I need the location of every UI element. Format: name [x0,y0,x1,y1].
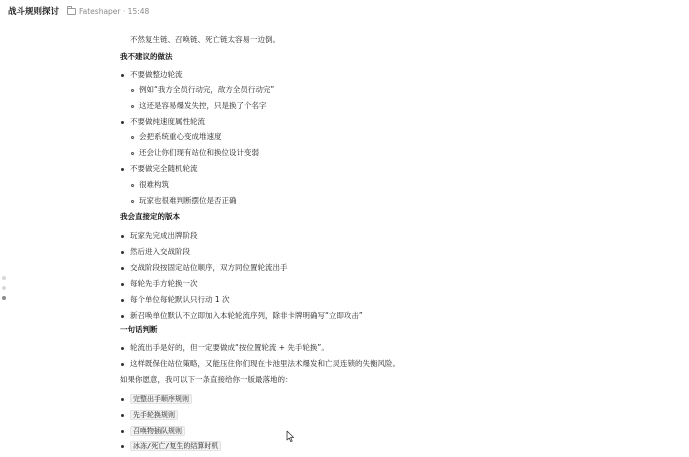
nav-dot[interactable] [2,276,6,280]
nav-dot[interactable] [2,286,6,290]
sub-bullet [131,105,134,108]
meta-separator: · [120,6,128,16]
bullet [121,267,124,270]
bullet [121,430,124,433]
inline-code: 召唤物插队规则 [130,426,185,436]
list-item [130,409,178,421]
sub-list-item: 很难构筑 [139,180,169,189]
sub-bullet [131,200,134,203]
bullet [121,168,124,171]
sub-list-item: 例如“我方全员行动完，敌方全员行动完” [139,85,275,94]
inline-code: 先手轮换规则 [130,410,178,420]
nav-dot-active[interactable] [2,296,6,300]
bullet [121,398,124,401]
section-heading-not-recommended: 我不建议的做法 [120,52,173,61]
inline-code: 冰冻/死亡/复生的结算时机 [130,441,221,451]
sub-bullet [131,136,134,139]
sub-list-item: 还会让你们现有站位和换位设计变弱 [139,148,259,157]
list-item: 不要做整边轮流 [130,70,183,79]
sub-list-item: 这还是容易爆发失控，只是换了个名字 [139,101,267,110]
offer-line: 如果你愿意，我可以下一条直接给你一版最落地的： [120,375,293,384]
bullet [121,299,124,302]
mouse-cursor-icon [286,430,295,443]
section-heading-direct-version: 我会直接定的版本 [120,212,180,221]
list-item: 每轮先手方轮换一次 [130,279,198,288]
list-item: 轮流出手是好的，但一定要做成“按位置轮流 + 先手轮换”。 [130,343,329,352]
list-item: 每个单位每轮默认只行动 1 次 [130,295,230,304]
list-item [130,440,221,452]
project-name[interactable]: Fateshaper [79,6,121,16]
list-item: 不要做纯速度属性轮流 [130,117,205,126]
list-item [130,425,185,437]
list-item: 然后进入交战阶段 [130,247,190,256]
chat-title[interactable]: 战斗规则探讨 [8,7,60,17]
list-item [130,393,192,405]
bullet [121,74,124,77]
section-heading-summary: 一句话判断 [120,325,158,334]
bullet [121,414,124,417]
sub-list-item: 玩家也很难判断摆位是否正确 [139,196,237,205]
list-item: 这样既保住站位策略，又能压住你们现在卡池里法术爆发和亡灵连锁的失衡风险。 [130,359,400,368]
bullet [121,121,124,124]
sub-bullet [131,184,134,187]
bullet [121,235,124,238]
chat-time: 15:48 [127,6,150,16]
sub-list-item: 会把系统重心变成堆速度 [139,132,222,141]
bullet [121,283,124,286]
bullet [121,445,124,448]
sub-bullet [131,152,134,155]
intro-line: 不然复生链、召唤链、死亡链太容易一边倒。 [130,35,280,44]
bullet [121,315,124,318]
sub-bullet [131,89,134,92]
list-item: 新召唤单位默认不立即加入本轮轮流序列，除非卡牌明确写“立即攻击” [130,311,363,320]
bullet [121,251,124,254]
bullet [121,363,124,366]
bullet [121,347,124,350]
list-item: 玩家先完成出牌阶段 [130,231,198,240]
inline-code: 完整出手顺序规则 [130,394,192,404]
list-item: 不要做完全随机轮流 [130,164,198,173]
list-item: 交战阶段按固定站位顺序，双方同位置轮流出手 [130,263,288,272]
